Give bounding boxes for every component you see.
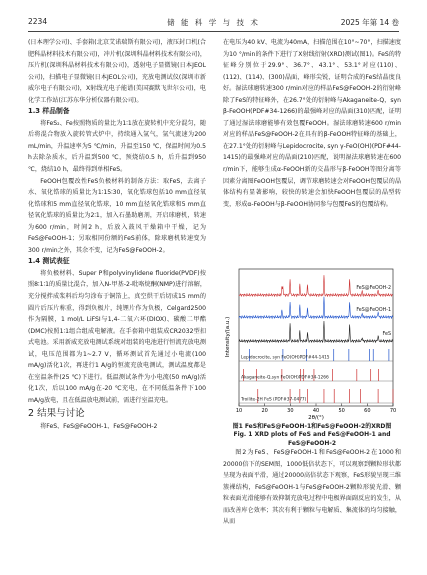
x-tick-label: 60 [364,408,371,414]
paragraph: 将FeS、FeS@FeOOH-1、FeS@FeOOH-2 [40,422,158,430]
section-heading: 1.3 样品制备 [28,107,70,116]
series-label: FeS@FeOOH-1 [356,308,391,313]
figure-caption [223,423,401,448]
paragraph: 将负极材料、Super P和polyvinylidene fluoride(PVDF)按照8∶1∶1的质量比混合，加入N-甲基-2-吡咯烷酮(NMP)进行溶解，充分搅拌成浆料后均匀涂布于铜箔上，真空烘干后切成15 mm的圆片后压片称重，得到负极片，纯锂片作为负极，Celgard2500作为隔膜，1 mol/L LiFSI与1,4-二氧六环(DIOX)、碳酸二甲酯(DMC)按照1∶1组合组成电解液。在手套箱中组装成CR2032型扣式电池。采用新威充放电测试系统对组装的电池进行恒流充放电测试，电压范围都为1~2.7 V，循环测试首先通过小电流(100 mA/g)活化1次，再进行1 A/g的恒流充放电测试，测试温度都是在室温条件(25 ℃)下进行。低温测试条件为小电流(50 mA/g)活化1次，后以100 mA/g在-20 ℃充电，在不同低温条件下100 mA/g放电，且在低温放电测试前，需进行室温充电。 [28,269,206,404]
series-label: FeS [382,332,391,337]
x-axis-label: 2θ/(°) [308,415,324,421]
reference-label: Akaganeite-Q,syn FeO(OH)PDF#34-1266 [241,375,329,381]
x-tick-label: 20 [261,408,268,414]
paragraph: 在电压为40 kV、电流为40mA，扫描范围在10°~70°，扫描速度为10 °/min的条件下进行了X射线衍射(XRD)测试(图1)。FeS的特征峰分别位于29.9°、36.7°、43.1°、53.1°对应(110)、(112)、(114)、(300)晶面，峰形尖锐，证明合成的FeS结晶度良好。湿法球磨转速300 r/min对应的样品FeS@FeOOH-2的衍射峰除了FeS的特征峰外，在26.7°处的衍射峰与Akaganeite-Q，syn β-FeOOH(PDF#34-1266)的最强峰对应的晶面(310)匹配，证明了通过湿法球磨能够有效包覆FeOOH。湿法球磨转速600 r/min对应的样品FeS@FeOOH-2在具有的β-FeOOH特征峰的基础上，在27.1°处的衍射峰与Lepidocrocite, syn γ-FeO(OH)(PDF#44-1415)的最强峰对应的晶面(210)匹配，说明湿法球磨转速在600 r/min下，能够生成α-FeOOH新的交晶形与β-FeOOH等图分离等因素分离图FeOOH包覆层，调节球磨转速会对FeOOH包覆层的晶体结构有显著影响，较快的转速会加快FeOOH包覆层的晶型转变，形成α-FeOOH与β-FeOOH协同参与包覆FeS的包覆结构。 [223,39,401,208]
header-divider [28,31,399,32]
right-column-bottom [223,447,401,528]
paragraph: FeOOH包覆改性FeS负极材料的制备方法：取FeS，去离子水、氧化锆球的质量比为1∶15∶30，氧化锆球包括10 mm直径氧化锆球和5 mm直径氧化锆球，10 mm直径氧化锆球和5 mm直径氧化锆球的质量比为2∶1，加入石墨助磨剂，开启球磨机，转速为600 r/min，时间2 h，后放入鼓风干燥箱中干燥，记为FeS@FeOOH-1；另取相同份额的FeS前体，除球磨机转速变为300 r/min之外，其余不变，记为FeS@FeOOH-2。 [28,177,206,254]
series-line [239,321,393,342]
section-heading: 2 结果与讨论 [28,407,85,419]
x-tick-label: 10 [235,408,243,414]
issue-info: 2025 年第 14 卷 [340,18,399,27]
xrd-figure [223,265,399,422]
x-tick-label: 70 [389,408,397,414]
caption-zh: 图1 FeS和FeS@FeOOH-1和FeS@FeOOH-2的XRD图 [232,423,392,430]
right-column [223,37,401,210]
left-column [28,37,206,432]
x-tick-label: 50 [338,408,345,414]
section-heading: 1.4 测试表征 [28,257,70,266]
x-tick-label: 40 [312,408,320,414]
x-tick-label: 30 [287,408,294,414]
paragraph: 图2为FeS、FeS@FeOOH-1和FeS@FeOOH-2在1000和20000倍下的SEM图，1000低倍状态下，可以观察到颗粒形状都呈现为表面平滑，通过20000高倍状态下观察，FeS形貌呈现三维簇裸结构，FeS@FeOOH-1与FeS@FeOOH-2颗粒形貌光滑、颗粒表面光滑能够有效抑制充放电过程中电极界面副反应的发生，从而改善库仑效率；其次有利于颗粒与电解质、集流体的均匀接触，从而 [223,449,401,526]
y-axis-label: Intensity/(a.u.) [225,316,231,358]
reference-label: Lepidocrocite, syn FeO(OH)PDF#44-1415 [241,355,330,361]
caption-en: Fig. 1 XRD plots of FeS and FeS@FeOOH-1 and FeS@FeOOH-2 [233,431,391,447]
series-label: FeS@FeOOH-2 [356,286,391,291]
journal-title: 储 能 科 学 与 技 术 [167,18,260,27]
reference-label: Troilite-2H FeS (PDF#37-0477) [241,397,307,403]
page-number: 2234 [28,17,48,26]
paragraph: 将FeS₂、Fe按照物质的量比为1∶1放在旋转机中充分混匀，随后将混合物放入旋转管式炉中，持续通入氩气，氩气流速为200 mL/min，升温速率为5 ℃/min，升温至150 ℃，保温时间为0.5 h去除杂质水，后升温到500 ℃，预烧结0.5 h，后升温到950 ℃，烧结10 h，最终得到单相FeS。 [28,119,206,174]
xrd-chart [223,265,399,422]
paragraph: (日本理学公司)、手套箱(北京艾诺瑞斯有限公司)，液压封口机(合肥科晶材料技术有限公司)，冲片机(深圳科晶材料技术有限公司)，压片机(深圳科晶材料技术有限公司)，透射电子显微镜(日本JEOL公司)，扫描电子显微镜(日本JEOL公司)，充放电测试仪(深圳市新威尔电子有限公司)，X射线光电子能谱(美国赛默飞世尔公司)，电化学工作站(江苏东华分析仪器有限公司)。 [28,39,206,104]
